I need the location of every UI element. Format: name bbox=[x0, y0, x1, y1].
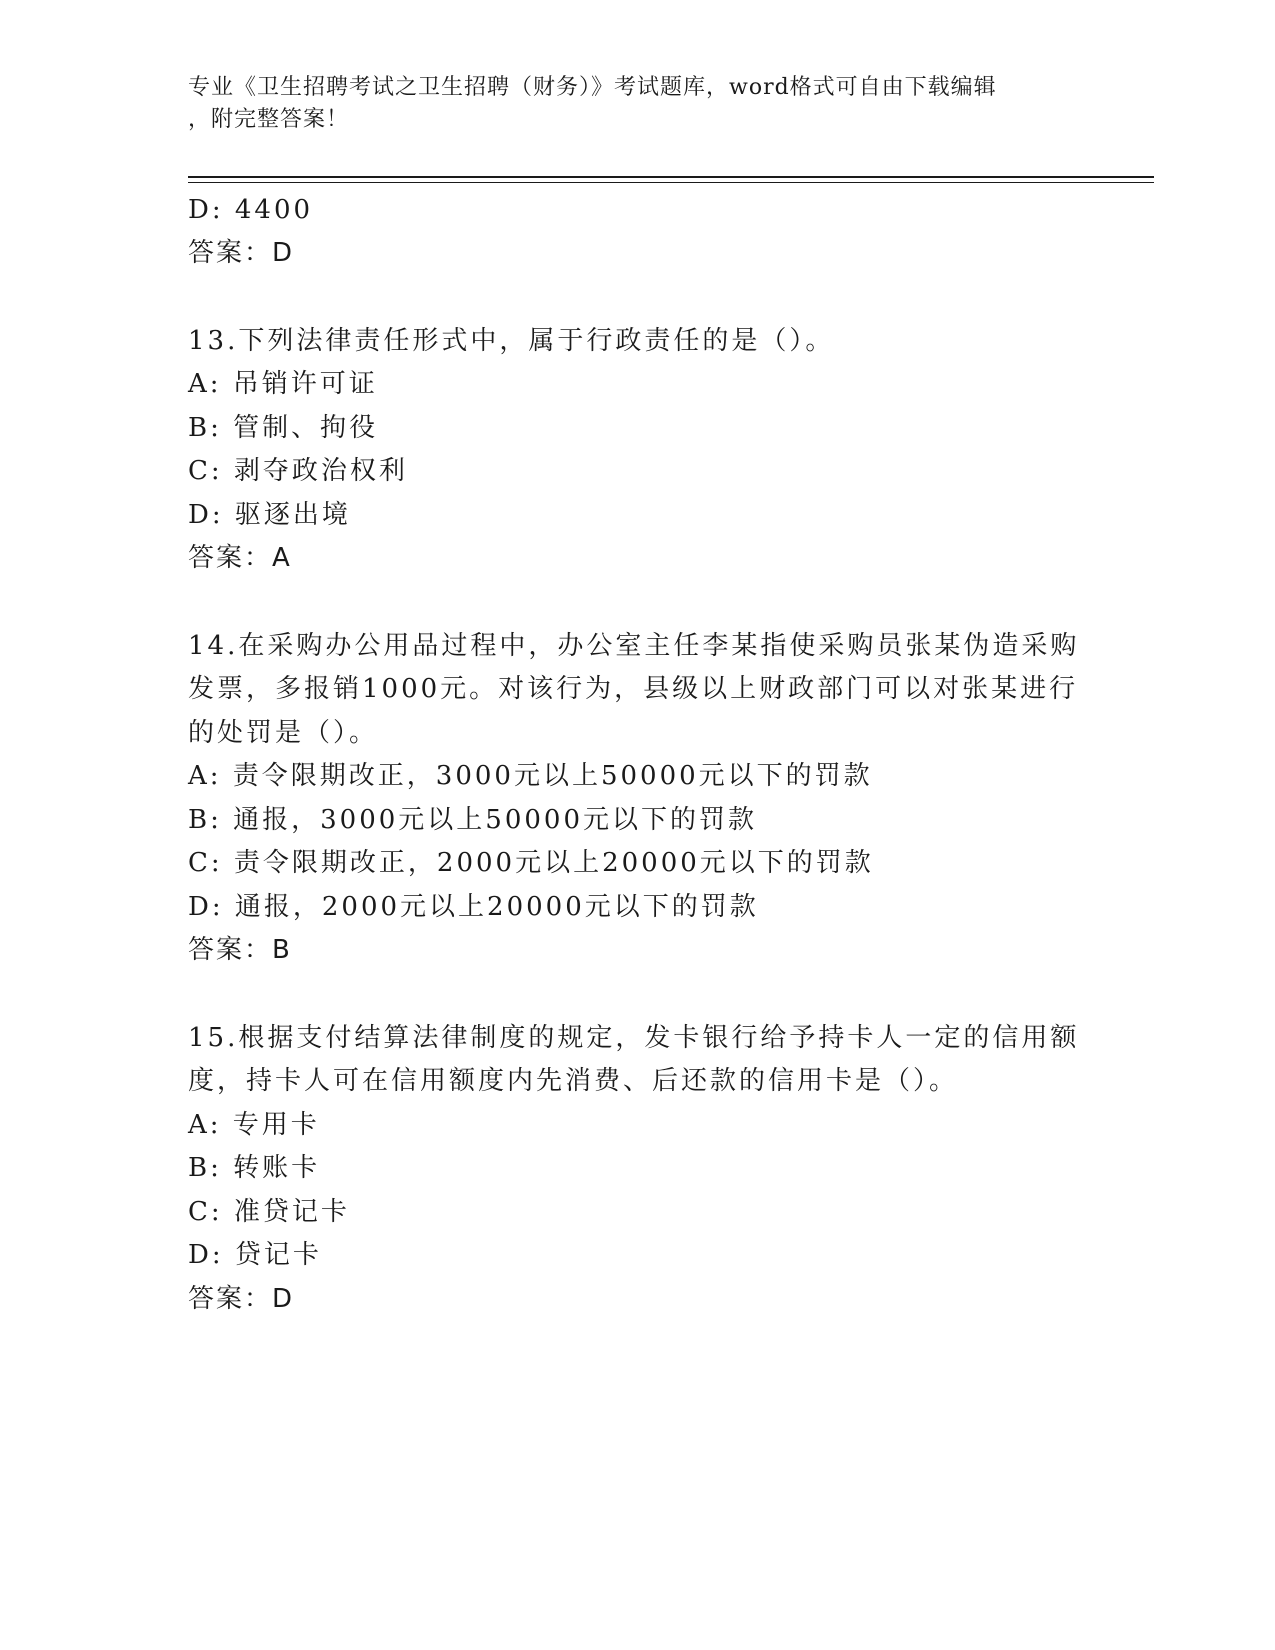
q13-answer: 答案：A bbox=[188, 543, 292, 573]
q14-stem-line-1: 14.在采购办公用品过程中，办公室主任李某指使采购员张某伪造采购 bbox=[188, 631, 1080, 661]
q14-answer: 答案：B bbox=[188, 935, 292, 965]
header-divider-thin bbox=[188, 182, 1154, 183]
document-header bbox=[188, 72, 1068, 136]
header-line-2: ，附完整答案！ bbox=[188, 107, 350, 132]
q15-answer: 答案：D bbox=[188, 1284, 295, 1314]
q15-option-c: C: 准贷记卡 bbox=[188, 1197, 350, 1227]
q13-option-d: D: 驱逐出境 bbox=[188, 500, 351, 530]
q14-option-d: D: 通报，2000元以上20000元以下的罚款 bbox=[188, 892, 759, 922]
q14-option-b: B: 通报，3000元以上50000元以下的罚款 bbox=[188, 805, 758, 835]
q14-stem-line-3: 的处罚是（）。 bbox=[188, 718, 379, 748]
header-line-1: 专业《卫生招聘考试之卫生招聘（财务）》考试题库，word格式可自由下载编辑 bbox=[188, 75, 997, 100]
header-divider-thick bbox=[188, 176, 1154, 178]
q12-answer: 答案：D bbox=[188, 238, 295, 268]
q13-option-c: C: 剥夺政治权利 bbox=[188, 456, 408, 486]
q13-stem: 13.下列法律责任形式中，属于行政责任的是（）。 bbox=[188, 326, 835, 356]
q13-option-b: B: 管制、拘役 bbox=[188, 413, 379, 443]
q15-option-d: D: 贷记卡 bbox=[188, 1240, 322, 1270]
q15-option-a: A: 专用卡 bbox=[188, 1110, 320, 1140]
q14-option-c: C: 责令限期改正，2000元以上20000元以下的罚款 bbox=[188, 848, 874, 878]
q14-stem-line-2: 发票，多报销1000元。对该行为，县级以上财政部门可以对张某进行 bbox=[188, 674, 1079, 704]
q14-option-a: A: 责令限期改正，3000元以上50000元以下的罚款 bbox=[188, 761, 873, 791]
q13-option-a: A: 吊销许可证 bbox=[188, 369, 378, 399]
q15-stem-line-1: 15.根据支付结算法律制度的规定，发卡银行给予持卡人一定的信用额 bbox=[188, 1023, 1080, 1053]
q15-option-b: B: 转账卡 bbox=[188, 1153, 321, 1183]
q15-stem-line-2: 度，持卡人可在信用额度内先消费、后还款的信用卡是（）。 bbox=[188, 1066, 959, 1096]
q12-option-d: D: 4400 bbox=[188, 195, 314, 225]
